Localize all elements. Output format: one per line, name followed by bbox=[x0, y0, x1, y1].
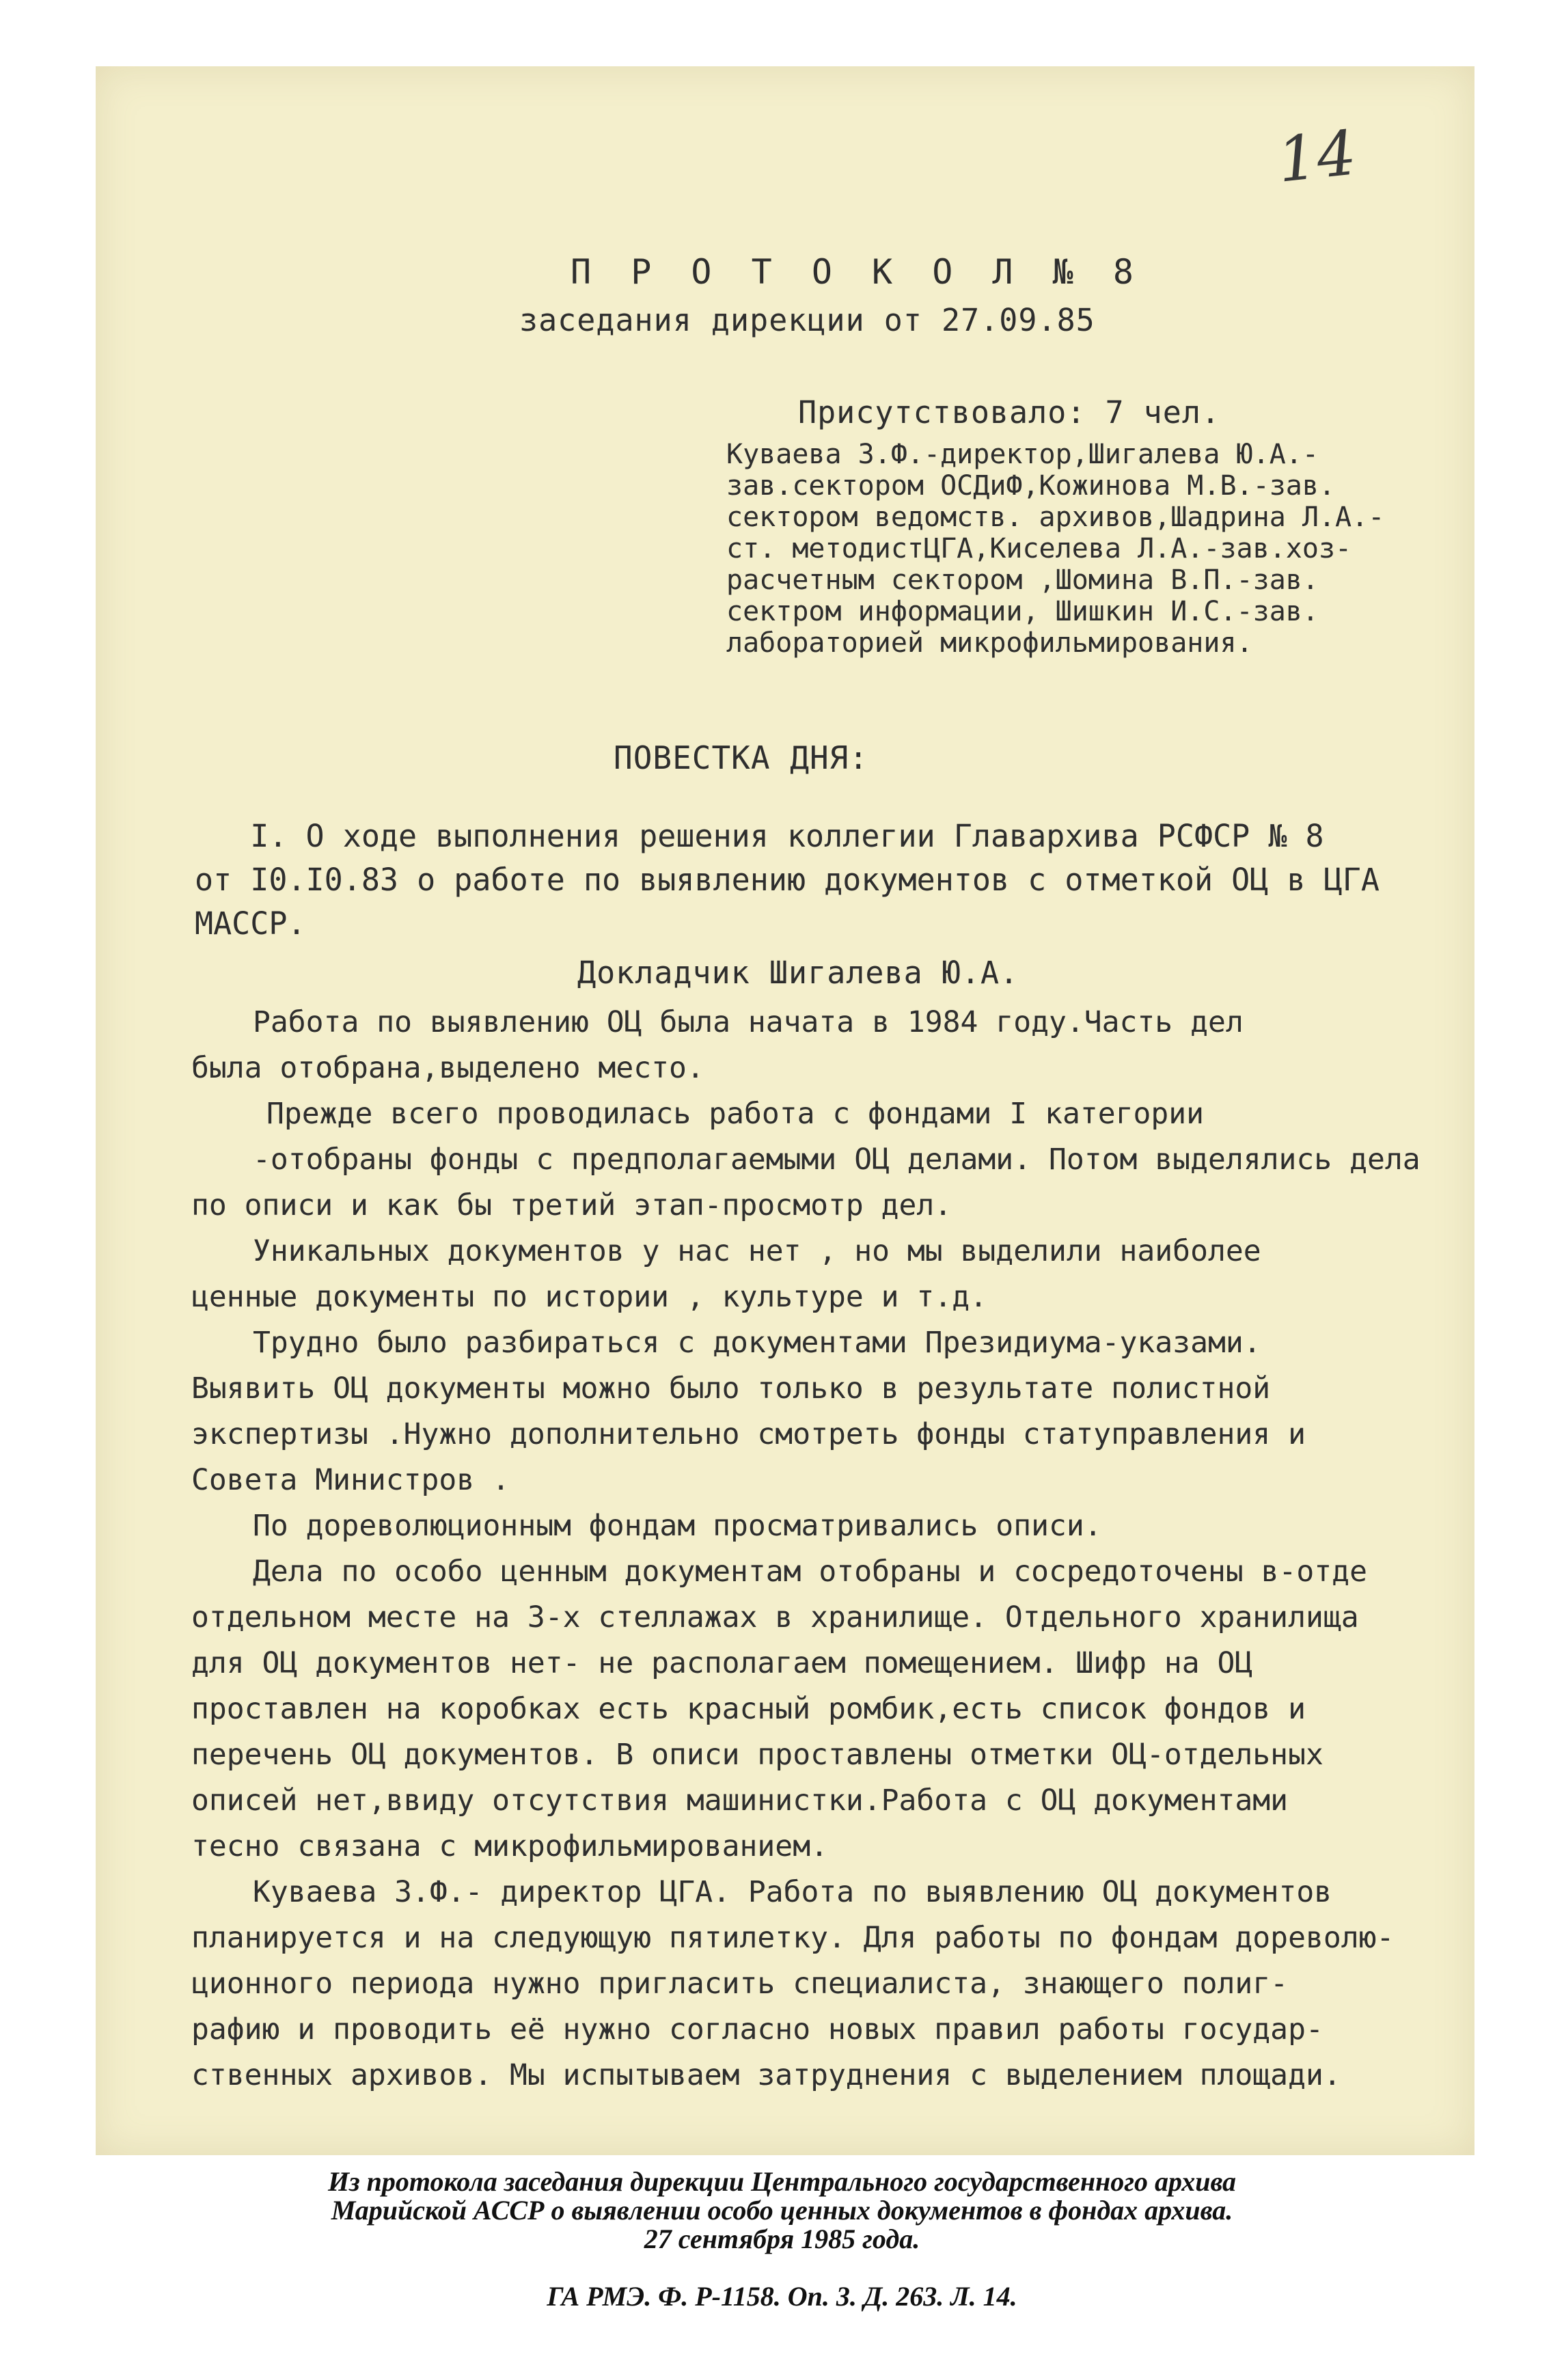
agenda-item bbox=[195, 815, 1380, 946]
attendance-header: Присутствовало: 7 чел. bbox=[798, 394, 1221, 430]
body-line: ционного периода нужно пригласить специалиста, знающего полиг- bbox=[191, 1967, 1289, 2001]
attendance-list bbox=[726, 439, 1384, 659]
body-line: По дореволюционным фондам просматривались описи. bbox=[253, 1509, 1102, 1543]
body-line: Выявить ОЦ документы можно было только в результате полистной bbox=[191, 1371, 1271, 1406]
body-line: тесно связана с микрофильмированием. bbox=[191, 1829, 828, 1863]
body-line: ственных архивов. Мы испытываем затруднения с выделением площади. bbox=[191, 2058, 1341, 2092]
agenda-line: от I0.I0.83 о работе по выявлению документов с отметкой ОЦ в ЦГА bbox=[195, 862, 1380, 898]
agenda-header: ПОВЕСТКА ДНЯ: bbox=[614, 739, 869, 776]
attendance-line: расчетным сектором ,Шомина В.П.-зав. bbox=[726, 564, 1319, 596]
caption-line: 27 сентября 1985 года. bbox=[644, 2224, 920, 2254]
body-line: описей нет,ввиду отсутствия машинистки.Работа с ОЦ документами bbox=[191, 1783, 1289, 1818]
speaker-line: Докладчик Шигалева Ю.А. bbox=[577, 955, 1019, 991]
caption-line: Из протокола заседания дирекции Центрального государственного архива bbox=[327, 2166, 1237, 2197]
body-line: отдельном месте на 3-х стеллажах в хранилище. Отдельного хранилища bbox=[191, 1600, 1359, 1634]
body-line: была отобрана,выделено место. bbox=[191, 1051, 704, 1085]
body-line: перечень ОЦ документов. В описи проставлены отметки ОЦ-отдельных bbox=[191, 1738, 1323, 1772]
body-line: проставлен на коробках есть красный ромбик,есть список фондов и bbox=[191, 1692, 1306, 1726]
archive-source-reference: ГА РМЭ. Ф. Р-1158. Оп. 3. Д. 263. Л. 14. bbox=[547, 2281, 1017, 2312]
attendance-line: ст. методистЦГА,Киселева Л.А.-зав.хоз- bbox=[726, 533, 1352, 564]
caption bbox=[0, 2167, 1564, 2254]
document-subtitle: заседания дирекции от 27.09.85 bbox=[519, 302, 1095, 338]
agenda-line: МАССР. bbox=[195, 905, 306, 942]
attendance-line: сектором ведомств. архивов,Шадрина Л.А.- bbox=[726, 502, 1385, 533]
agenda-line: I. О ходе выполнения решения коллегии Главархива РСФСР № 8 bbox=[195, 818, 1324, 854]
document-title: П Р О Т О К О Л № 8 bbox=[571, 252, 1143, 292]
body-line: по описи и как бы третий этап-просмотр дел. bbox=[191, 1188, 952, 1222]
body-line: -отобраны фонды с предполагаемыми ОЦ делами. Потом выделялись дела bbox=[253, 1143, 1421, 1177]
attendance-line: сектром информации, Шишкин И.С.-зав. bbox=[726, 596, 1319, 627]
protocol-body bbox=[191, 1000, 1421, 2098]
body-line: Прежде всего проводилась работа с фондами I категории bbox=[266, 1097, 1205, 1131]
attendance-line: лабораторией микрофильмирования. bbox=[726, 627, 1253, 659]
body-line: для ОЦ документов нет- не располагаем помещением. Шифр на ОЦ bbox=[191, 1646, 1253, 1680]
body-line: Работа по выявлению ОЦ была начата в 1984 году.Часть дел bbox=[253, 1005, 1244, 1039]
body-line: Уникальных документов у нас нет , но мы выделили наиболее bbox=[253, 1234, 1261, 1268]
attendance-line: Куваева З.Ф.-директор,Шигалева Ю.А.- bbox=[726, 439, 1319, 470]
body-line: рафию и проводить её нужно согласно новых правил работы государ- bbox=[191, 2012, 1323, 2047]
body-line: Куваева З.Ф.- директор ЦГА. Работа по выявлению ОЦ документов bbox=[253, 1875, 1332, 1909]
caption-line: Марийской АССР о выявлении особо ценных документов в фондах архива. bbox=[331, 2195, 1233, 2226]
body-line: планируется и на следующую пятилетку. Для работы по фондам дореволю- bbox=[191, 1921, 1395, 1955]
page-number: 14 bbox=[1274, 117, 1360, 197]
body-line: Трудно было разбираться с документами Президиума-указами. bbox=[253, 1326, 1261, 1360]
attendance-line: зав.сектором ОСДиФ,Кожинова М.В.-зав. bbox=[726, 470, 1336, 502]
body-line: Совета Министров . bbox=[191, 1463, 510, 1497]
document-sheet bbox=[96, 66, 1474, 2155]
body-line: Дела по особо ценным документам отобраны и сосредоточены в-отде bbox=[253, 1555, 1367, 1589]
body-line: ценные документы по истории , культуре и т.д. bbox=[191, 1280, 987, 1314]
body-line: экспертизы .Нужно дополнительно смотреть фонды статуправления и bbox=[191, 1417, 1306, 1451]
